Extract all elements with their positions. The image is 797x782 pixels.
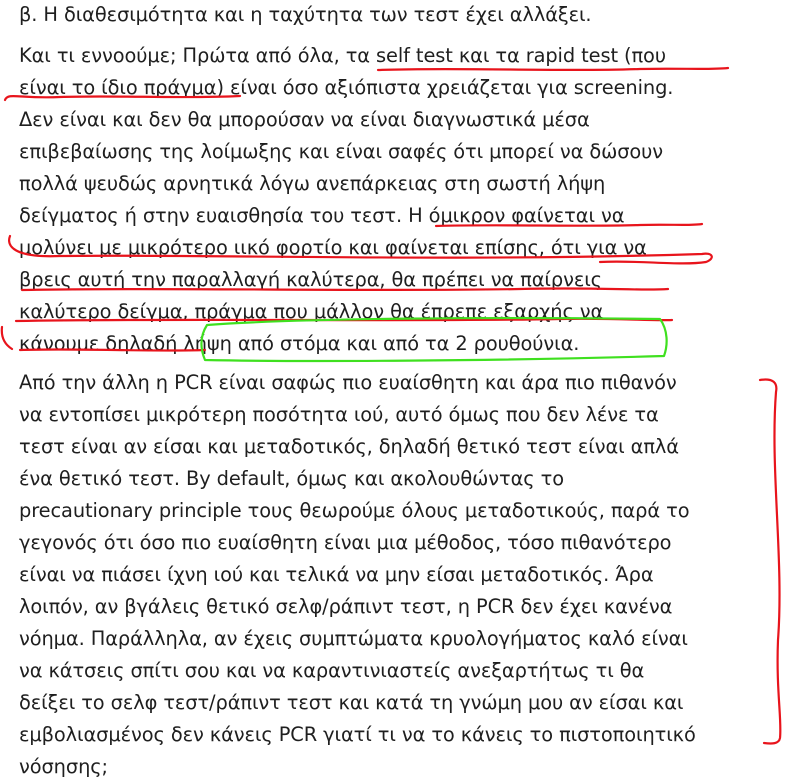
text-line: Από την άλλη η PCR είναι σαφώς πιο ευαίσθητη και άρα πιο πιθανόν <box>19 371 677 394</box>
text-line: νόημα. Παράλληλα, αν έχεις συμπτώματα κρυολογήματος καλό είναι <box>19 627 688 650</box>
text-line: να εντοπίσει μικρότερη ποσότητα ιού, αυτό όμως που δεν λένε τα <box>19 403 659 426</box>
text-line: γεγονός ότι όσο πιο ευαίσθητη είναι μια μέθοδος, τόσο πιθανότερο <box>19 531 672 554</box>
text-line: μολύνει με μικρότερο ιικό φορτίο και φαίνεται επίσης, ότι για να <box>19 236 647 259</box>
text-line: καλύτερο δείγμα, πράγμα που μάλλον θα έπρεπε εξαρχής να <box>19 300 604 323</box>
text-line: είναι το ίδιο πράγμα) είναι όσο αξιόπιστα χρειάζεται για screening. <box>19 76 674 99</box>
text-line: δείγματος ή στην ευαισθησία του τεστ. Η όμικρον φαίνεται να <box>19 204 625 227</box>
text-line: να κάτσεις σπίτι σου και να καραντινιαστείς ανεξαρτήτως τι θα <box>19 659 645 682</box>
text-line: precautionary principle τους θεωρούμε όλους μεταδοτικούς, παρά το <box>19 499 690 522</box>
text-line: επιβεβαίωσης της λοίμωξης και είναι σαφές ότι μπορεί να δώσουν <box>19 140 664 163</box>
text-line: ένα θετικό τεστ. By default, όμως και ακολουθώντας το <box>19 467 564 490</box>
text-line: β. Η διαθεσιμότητα και η ταχύτητα των τεστ έχει αλλάξει. <box>19 3 592 26</box>
text-line: λοιπόν, αν βγάλεις θετικό σελφ/ράπιντ τεστ, η PCR δεν έχει κανένα <box>19 595 673 618</box>
text-line: πολλά ψευδώς αρνητικά λόγω ανεπάρκειας στη σωστή λήψη <box>19 172 606 195</box>
text-line: βρεις αυτή την παραλλαγή καλύτερα, θα πρέπει να παίρνεις <box>19 268 602 291</box>
red-underline <box>2 327 12 349</box>
text-line: Δεν είναι και δεν θα μπορούσαν να είναι διαγνωστικά μέσα <box>19 108 590 131</box>
text-line: εμβολιασμένος δεν κάνεις PCR γιατί τι να το κάνεις το πιστοποιητικό <box>19 723 696 746</box>
text-line: τεστ είναι αν είσαι και μεταδοτικός, δηλαδή θετικό τεστ είναι απλά <box>19 435 679 458</box>
text-line: είναι να πιάσει ίχνη ιού και τελικά να μην είσαι μεταδοτικός. Άρα <box>19 563 654 586</box>
text-line: κάνουμε δηλαδή λήψη από στόμα και από τα 2 ρουθούνια. <box>19 332 580 355</box>
red-bracket <box>760 380 780 744</box>
text-line: νόσησης; <box>19 755 108 778</box>
text-line: δείξει το σελφ τεστ/ράπιντ τεστ και κατά τη γνώμη μου αν είσαι και <box>19 691 684 714</box>
text-line: Και τι εννοούμε; Πρώτα από όλα, τα self test και τα rapid test (που <box>19 44 666 67</box>
